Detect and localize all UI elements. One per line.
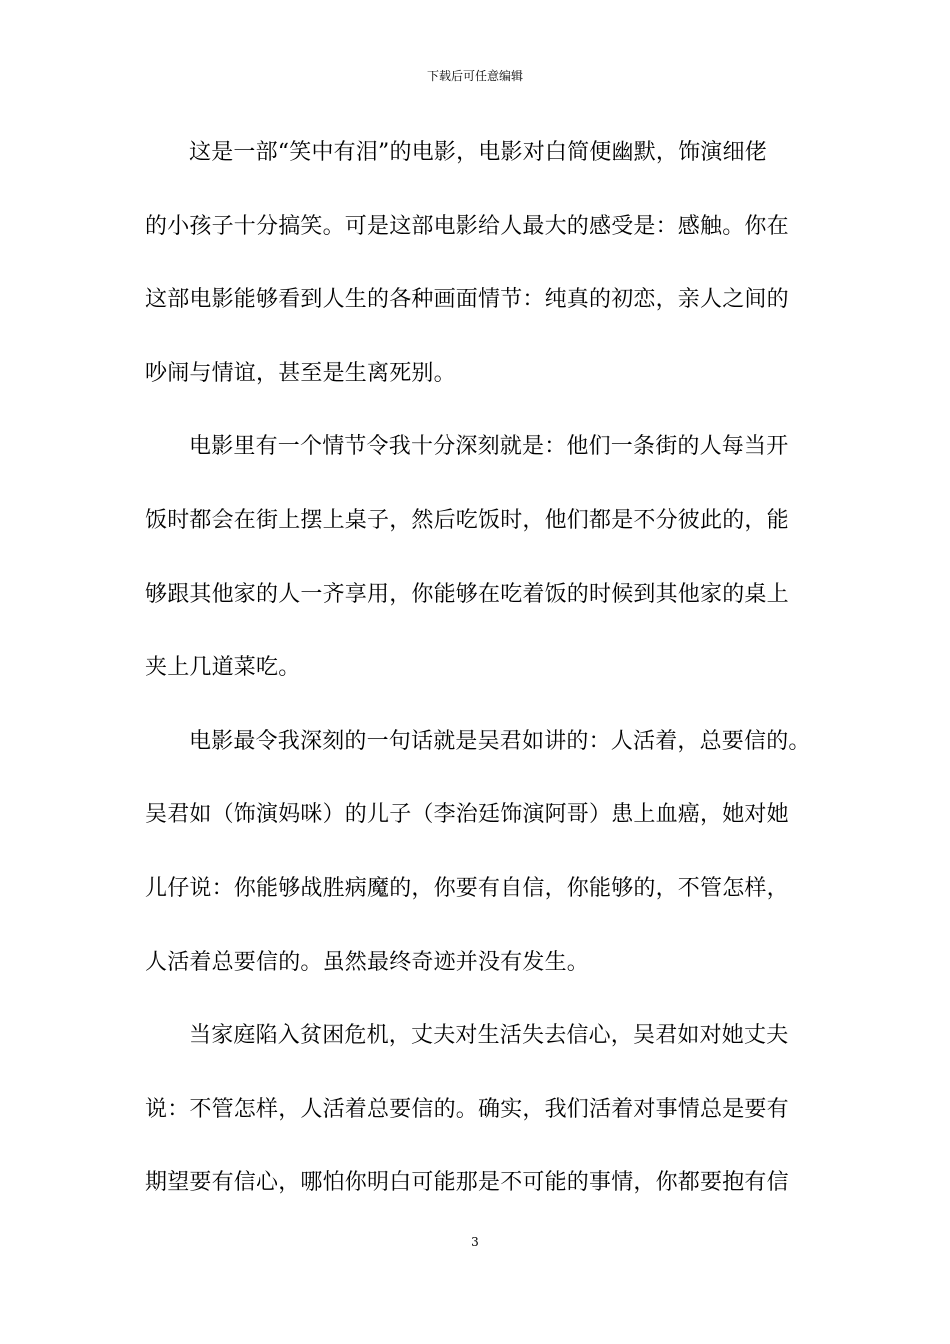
paragraph-line: 这是一部“笑中有泪”的电影，电影对白简便幽默，饰演细佬 [189, 140, 767, 165]
body-text [145, 128, 811, 1232]
paragraph-line: 这部电影能够看到人生的各种画面情节：纯真的初恋，亲人之间的 [145, 287, 789, 313]
paragraph-line: 说：不管怎样，人活着总要信的。确实，我们活着对事情总是要有 [145, 1096, 789, 1122]
paragraph-line: 电影最令我深刻的一句话就是吴君如讲的：人活着，总要信的。 [189, 728, 811, 754]
paragraph-line: 夹上几道菜吃。 [145, 655, 301, 681]
paragraph-line: 饭时都会在街上摆上桌子，然后吃饭时，他们都是不分彼此的，能 [145, 507, 789, 533]
paragraph-line: 人活着总要信的。虽然最终奇迹并没有发生。 [145, 949, 590, 975]
paragraph-line: 吴君如（饰演妈咪）的儿子（李治廷饰演阿哥）患上血癌，她对她 [145, 802, 789, 828]
paragraph-line: 期望要有信心，哪怕你明白可能那是不可能的事情，你都要抱有信 [145, 1170, 789, 1196]
paragraph-line: 够跟其他家的人一齐享用，你能够在吃着饭的时候到其他家的桌上 [145, 581, 789, 607]
paragraph-line: 的小孩子十分搞笑。可是这部电影给人最大的感受是：感触。你在 [145, 213, 789, 239]
paragraph-line: 儿仔说：你能够战胜病魔的，你要有自信，你能够的，不管怎样， [145, 875, 789, 901]
paragraph-line: 当家庭陷入贫困危机，丈夫对生活失去信心，吴君如对她丈夫 [189, 1023, 789, 1049]
paragraph-line: 电影里有一个情节令我十分深刻就是：他们一条街的人每当开 [189, 434, 789, 460]
page-header: 下载后可任意编辑 [426, 69, 523, 83]
page-number: 3 [471, 1235, 479, 1249]
paragraph-line: 吵闹与情谊，甚至是生离死别。 [145, 360, 456, 386]
